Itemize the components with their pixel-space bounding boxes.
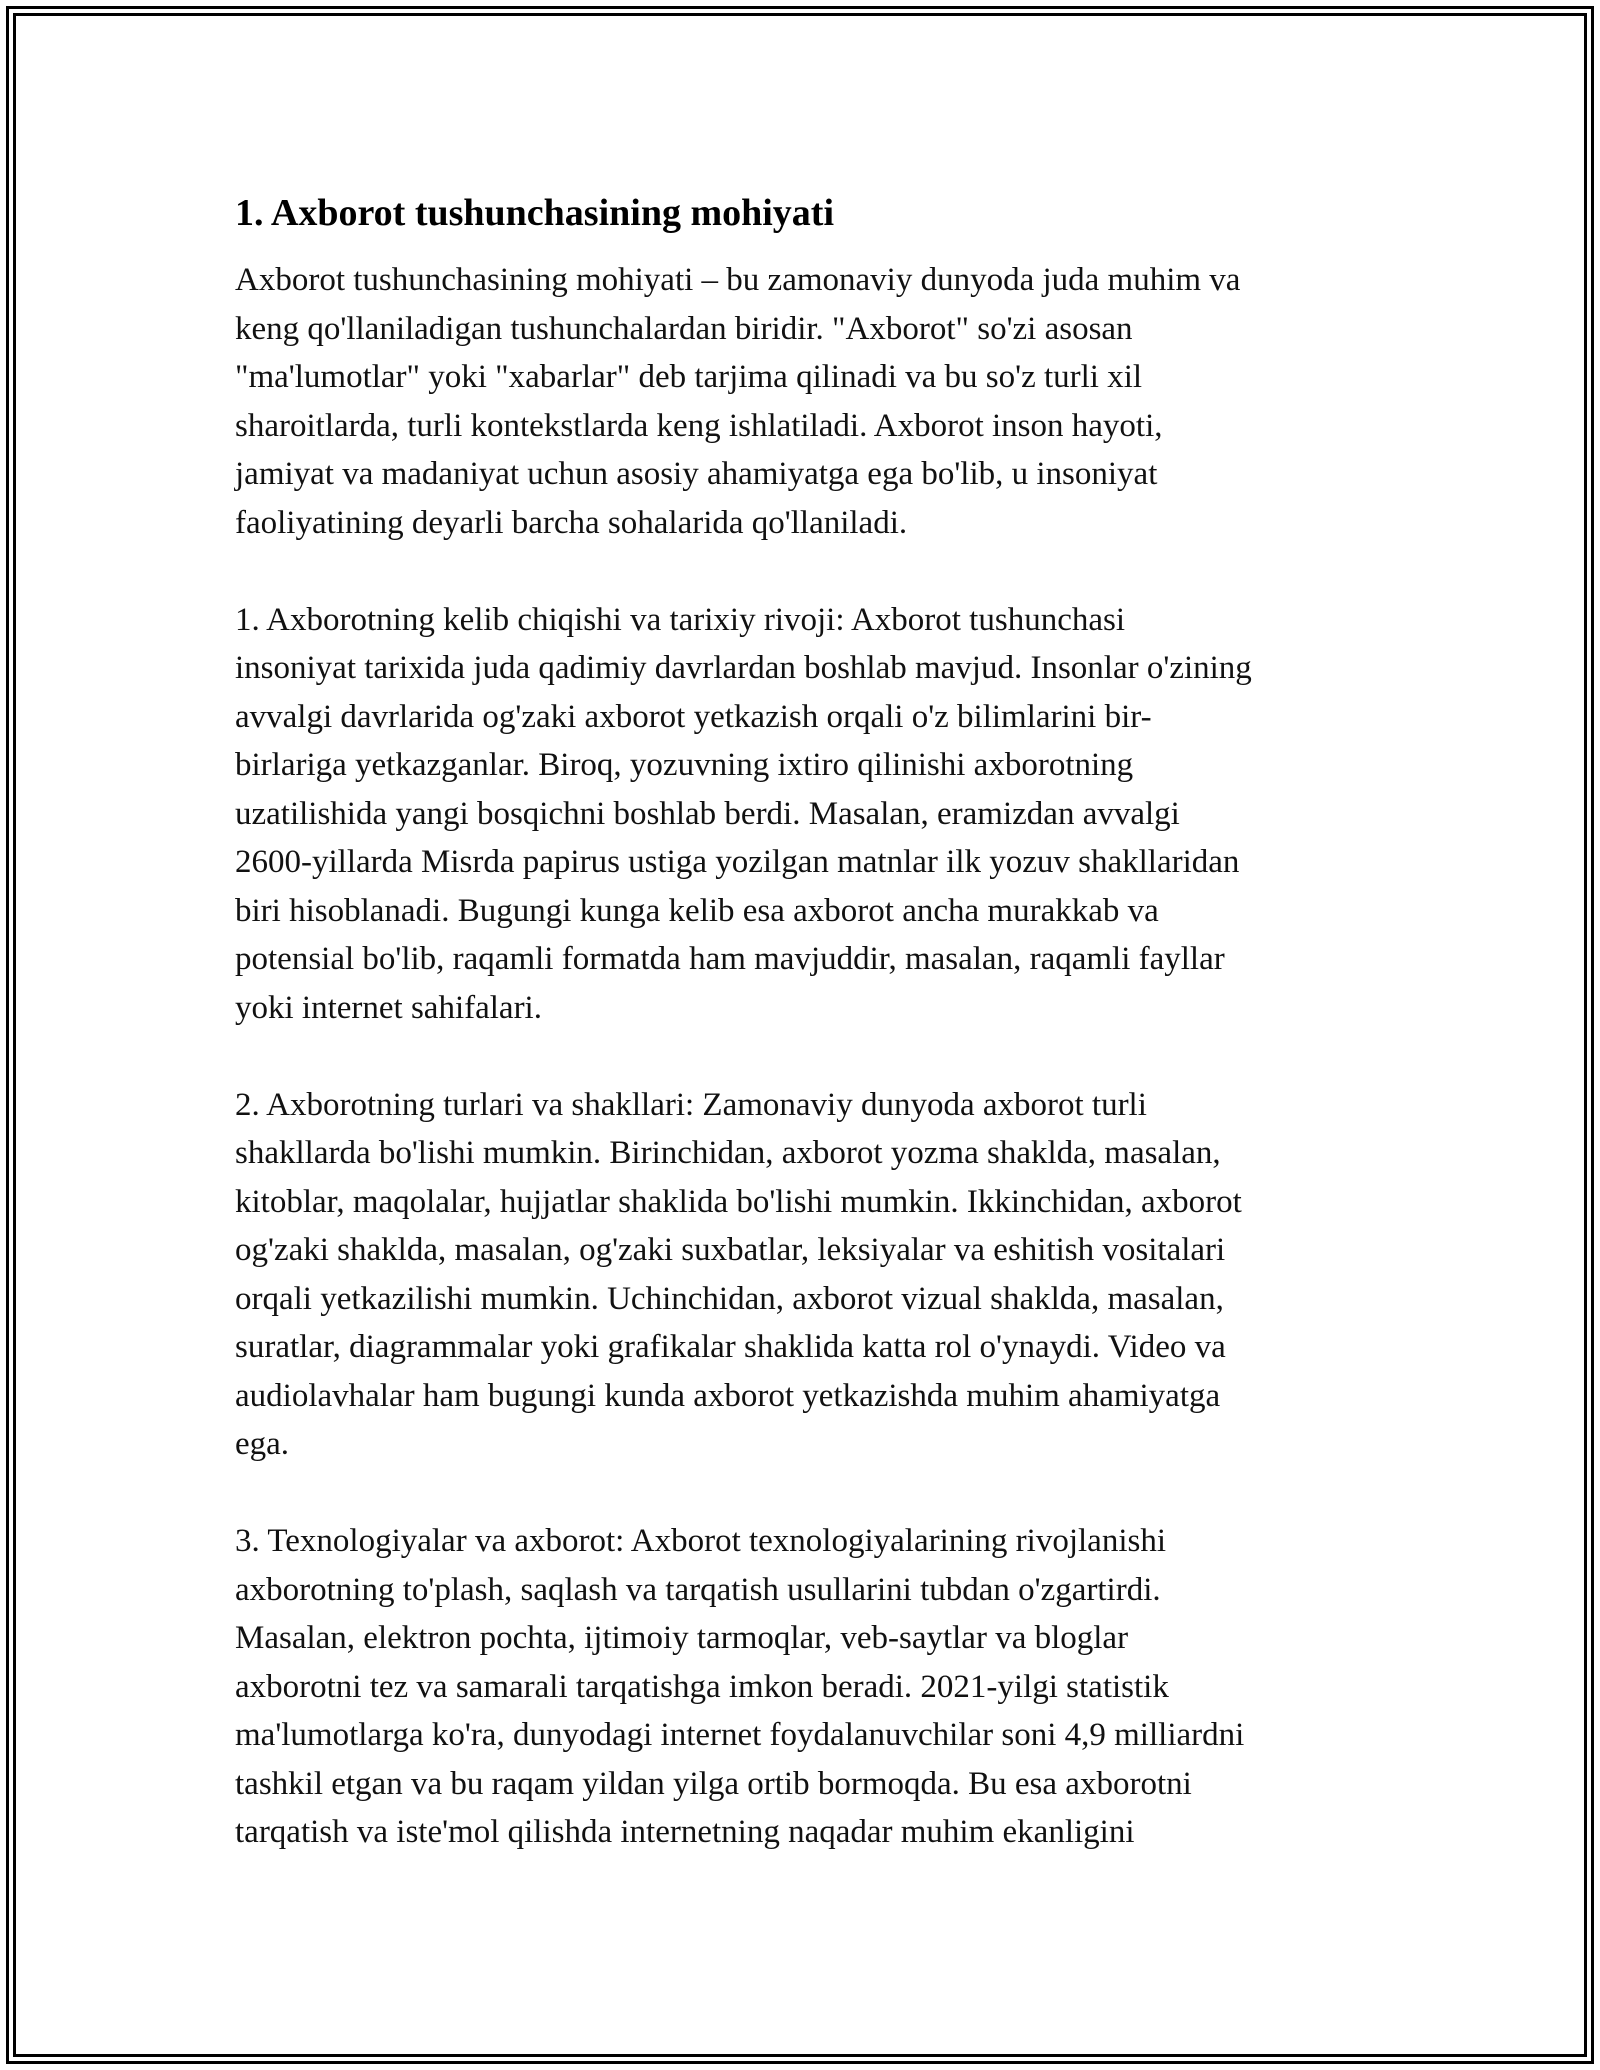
paragraph-technologies: 3. Texnologiyalar va axborot: Axborot texnologiyalarining rivojlanishi axborotning to'plash, saqlash va tarqatish usullarini tubdan o'zgartirdi. Masalan, elektron pochta, ijtimoiy tarmoqlar, veb-saytlar va bloglar axborotni tez va samarali tarqatishga imkon beradi. 2021-yilgi statistik ma'lumotlarga ko'ra, dunyodagi internet foydalanuvchilar soni 4,9 milliardni tashkil etgan va bu raqam yildan yilga ortib bormoqda. Bu esa axborotni tarqatish va iste'mol qilishda internetning naqadar muhim ekanligini bbox=[235, 1523, 1245, 1850]
document-body bbox=[235, 188, 1375, 1857]
paragraph-origin-history: 1. Axborotning kelib chiqishi va tarixiy rivoji: Axborot tushunchasi insoniyat tarixida juda qadimiy davrlardan boshlab mavjud. Insonlar o'zining avvalgi davrlarida og'zaki axborot yetkazish orqali o'z bilimlarini bir- birlariga yetkazganlar. Biroq, yozuvning ixtiro qilinishi axborotning uzatilishida yangi bosqichni boshlab berdi. Masalan, eramizdan avvalgi 2600-yillarda Misrda papirus ustiga yozilgan matnlar ilk yozuv shakllaridan biri hisoblanadi. Bugungi kunga kelib esa axborot ancha murakkab va potensial bo'lib, raqamli formatda ham mavjuddir, masalan, raqamli fayllar yoki internet sahifalari. bbox=[235, 601, 1252, 1026]
section-heading: 1. Axborot tushunchasining mohiyati bbox=[235, 192, 835, 234]
paragraph-types-forms: 2. Axborotning turlari va shakllari: Zamonaviy dunyoda axborot turli shakllarda bo'lishi mumkin. Birinchidan, axborot yozma shaklda, masalan, kitoblar, maqolalar, hujjatlar shaklida bo'lishi mumkin. Ikkinchidan, axborot og'zaki shaklda, masalan, og'zaki suxbatlar, leksiyalar va eshitish vositalari orqali yetkazilishi mumkin. Uchinchidan, axborot vizual shaklda, masalan, suratlar, diagrammalar yoki grafikalar shaklida katta rol o'ynaydi. Video va audiolavhalar ham bugungi kunda axborot yetkazishda muhim ahamiyatga ega. bbox=[235, 1086, 1242, 1462]
intro-paragraph: Axborot tushunchasining mohiyati – bu zamonaviy dunyoda juda muhim va keng qo'llaniladigan tushunchalardan biridir. "Axborot" so'zi asosan "ma'lumotlar" yoki "xabarlar" deb tarjima qilinadi va bu so'z turli xil sharoitlarda, turli kontekstlarda keng ishlatiladi. Axborot inson hayoti, jamiyat va madaniyat uchun asosiy ahamiyatga ega bo'lib, u insoniyat faoliyatining deyarli barcha sohalarida qo'llaniladi. bbox=[235, 262, 1241, 541]
